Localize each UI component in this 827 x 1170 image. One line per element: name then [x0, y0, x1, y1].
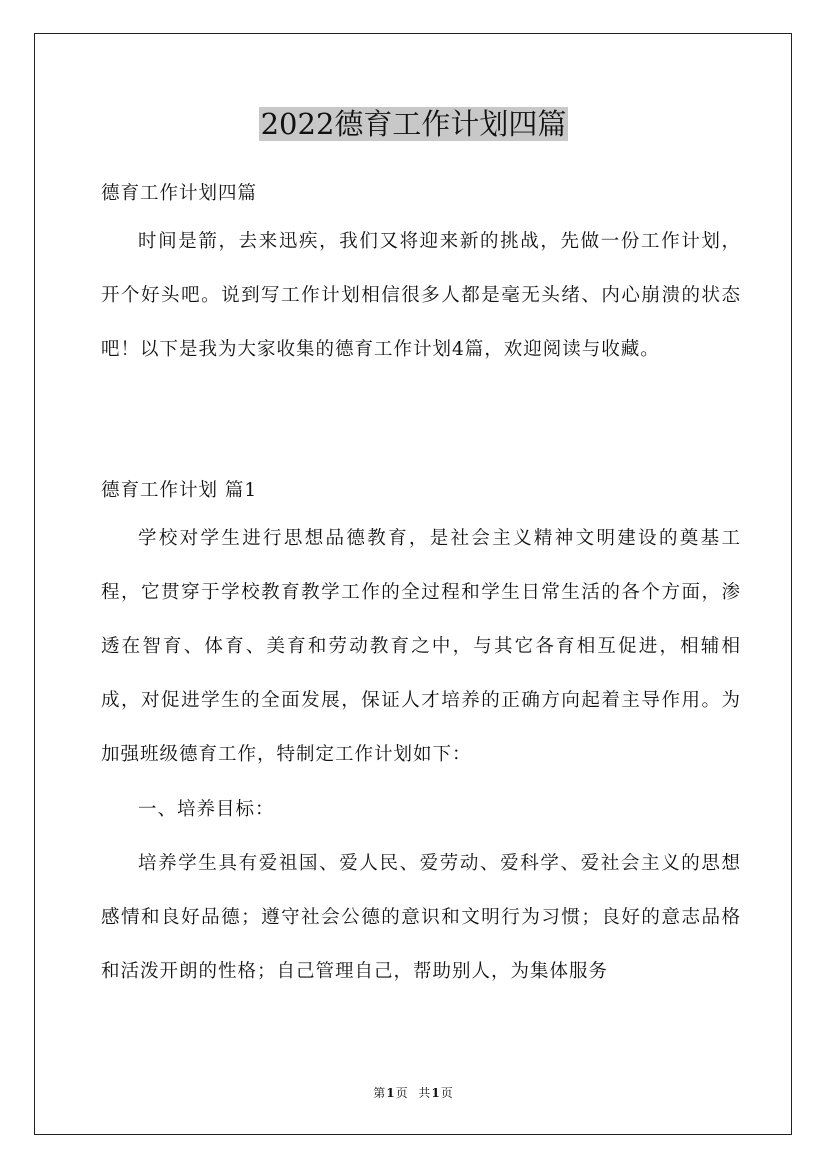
section-heading: 德育工作计划 篇1 — [101, 479, 258, 501]
footer-total-pages: 1 — [431, 1086, 441, 1100]
document-body — [101, 175, 741, 999]
section-paragraph-2: 培养学生具有爱祖国、爱人民、爱劳动、爱科学、爱社会主义的思想感情和良好品德；遵守社会公德的意识和文明行为习惯；良好的意志品格和活泼开朗的性格；自己管理自己，帮助别人，为集体服务 — [101, 852, 741, 983]
page-footer — [0, 1085, 827, 1101]
intro-heading: 德育工作计划四篇 — [101, 183, 258, 204]
footer-prefix: 第 — [373, 1086, 387, 1100]
document-title-text: 2022德育工作计划四篇 — [260, 107, 567, 141]
footer-total-suffix: 页 — [440, 1086, 454, 1100]
footer-page-suffix: 页 — [395, 1086, 409, 1100]
footer-total-prefix: 共 — [418, 1086, 432, 1100]
document-title — [0, 104, 827, 144]
intro-paragraph: 时间是箭，去来迅疾，我们又将迎来新的挑战，先做一份工作计划，开个好头吧。说到写工作计划相信很多人都是毫无头绪、内心崩溃的状态吧！以下是我为大家收集的德育工作计划4篇，欢迎阅读与收藏。 — [101, 231, 741, 361]
section-paragraph-1: 学校对学生进行思想品德教育，是社会主义精神文明建设的奠基工程，它贯穿于学校教育教学工作的全过程和学生日常生活的各个方面，渗透在智育、体育、美育和劳动教育之中，与其它各育相互促进，相辅相成，对促进学生的全面发展，保证人才培养的正确方向起着主导作用。为加强班级德育工作，特制定工作计划如下： — [101, 527, 741, 766]
footer-page-number: 1 — [386, 1086, 396, 1100]
section-gap — [101, 378, 741, 472]
subheading-training-goals: 一、培养目标： — [138, 798, 275, 820]
